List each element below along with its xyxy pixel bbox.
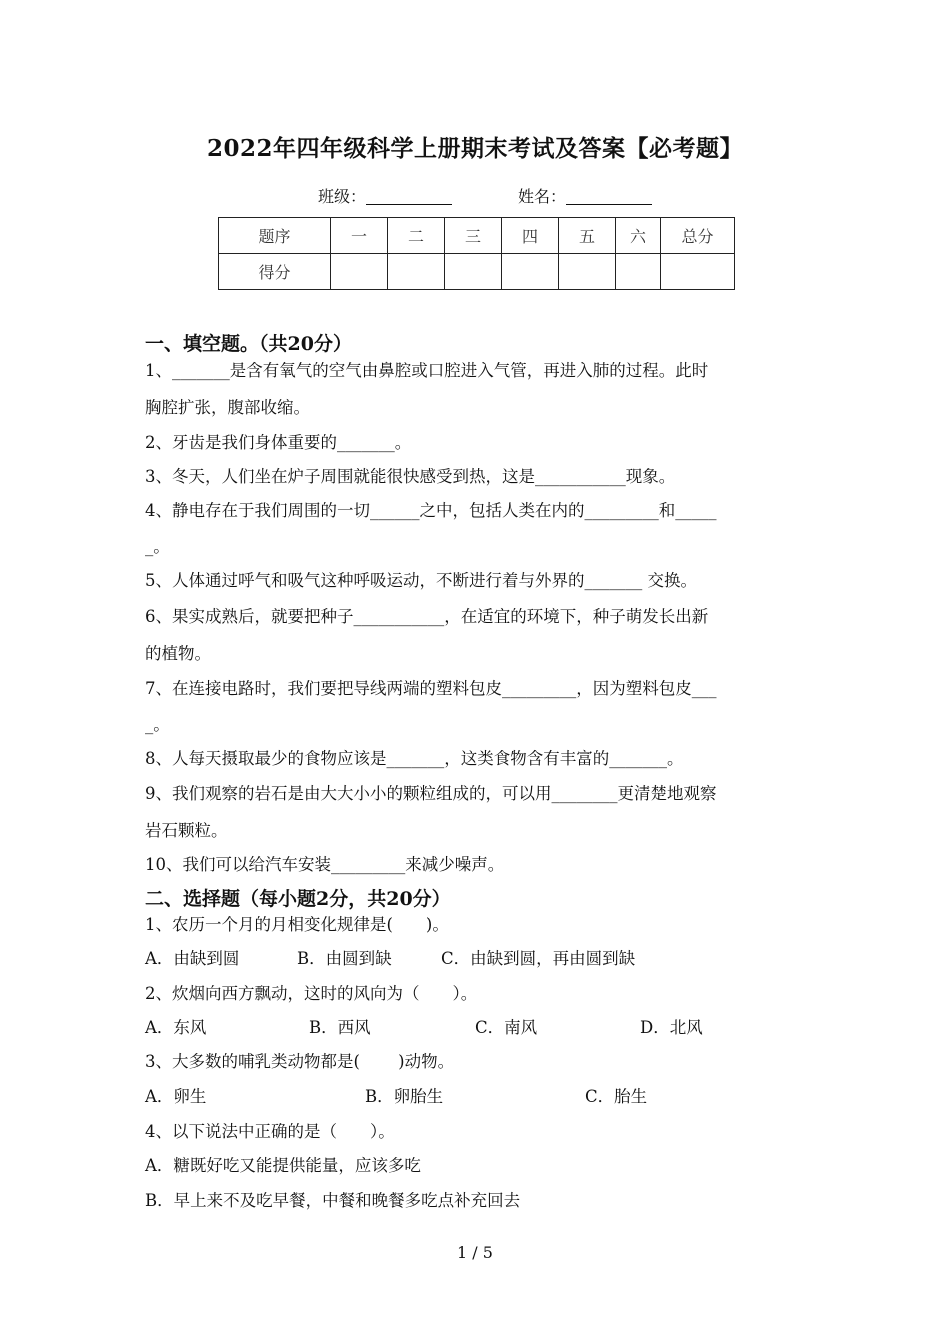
fill-line: 岩石颗粒。 <box>145 821 228 840</box>
name-field <box>518 184 652 207</box>
page-title: 2022年四年级科学上册期末考试及答案【必考题】 <box>206 135 743 162</box>
score-table <box>218 217 735 290</box>
question-4-option-a: A．糖既好吃又能提供能量，应该多吃 <box>145 1156 421 1175</box>
option-a: A．由缺到圆 <box>145 949 240 968</box>
page-number: 1 / 5 <box>457 1243 493 1262</box>
score-cell <box>559 254 616 290</box>
score-cell <box>661 254 735 290</box>
fill-line: 4、静电存在于我们周围的一切______之中，包括人类在内的_________和_____ <box>145 501 717 520</box>
option-a: A．卵生 <box>145 1087 207 1106</box>
question-3-stem: 3、大多数的哺乳类动物都是( )动物。 <box>145 1052 455 1071</box>
fill-line: 2、牙齿是我们身体重要的_______。 <box>145 433 412 452</box>
option-d: D．北风 <box>640 1018 703 1037</box>
option-b: B．西风 <box>309 1018 371 1037</box>
fill-line: 6、果实成熟后，就要把种子___________，在适宜的环境下，种子萌发长出新 <box>145 607 709 626</box>
score-cell <box>445 254 502 290</box>
score-cell <box>331 254 388 290</box>
option-b: B．卵胎生 <box>365 1087 444 1106</box>
fill-line: 10、我们可以给汽车安装_________来减少噪声。 <box>145 855 505 874</box>
section-2-heading: 二、选择题（每小题2分，共20分） <box>145 888 451 910</box>
option-c: C．胎生 <box>585 1087 648 1106</box>
header-cell-1: 一 <box>331 218 388 254</box>
fill-line: 1、_______是含有氧气的空气由鼻腔或口腔进入气管，再进入肺的过程。此时 <box>145 361 709 380</box>
header-cell-order: 题序 <box>219 218 331 254</box>
class-blank <box>366 188 452 205</box>
fill-line: _。 <box>145 715 170 734</box>
fill-line: 胸腔扩张，腹部收缩。 <box>145 398 310 417</box>
question-4-option-b: B．早上来不及吃早餐，中餐和晚餐多吃点补充回去 <box>145 1191 521 1210</box>
name-label: 姓名： <box>518 187 567 206</box>
header-cell-3: 三 <box>445 218 502 254</box>
fill-line: 7、在连接电路时，我们要把导线两端的塑料包皮_________，因为塑料包皮___ <box>145 679 717 698</box>
section-1-heading: 一、填空题。（共20分） <box>145 333 352 355</box>
option-a: A．东风 <box>145 1018 207 1037</box>
fill-line: 的植物。 <box>145 644 211 663</box>
header-cell-4: 四 <box>502 218 559 254</box>
header-cell-2: 二 <box>388 218 445 254</box>
score-table-score-row <box>219 254 735 290</box>
name-blank <box>566 188 652 205</box>
score-table-header-row <box>219 218 735 254</box>
question-4-stem: 4、以下说法中正确的是（ ）。 <box>145 1122 395 1141</box>
question-1-stem: 1、农历一个月的月相变化规律是( )。 <box>145 915 449 934</box>
fill-line: 8、人每天摄取最少的食物应该是_______，这类食物含有丰富的_______。 <box>145 749 684 768</box>
score-cell <box>388 254 445 290</box>
header-cell-total: 总分 <box>661 218 735 254</box>
option-c: C．南风 <box>475 1018 538 1037</box>
option-c: C．由缺到圆，再由圆到缺 <box>441 949 636 968</box>
score-row-label: 得分 <box>219 254 331 290</box>
option-b: B．由圆到缺 <box>297 949 392 968</box>
header-cell-5: 五 <box>559 218 616 254</box>
class-label: 班级： <box>318 187 367 206</box>
fill-line: 5、人体通过呼气和吸气这种呼吸运动，不断进行着与外界的_______ 交换。 <box>145 571 697 590</box>
score-cell <box>616 254 661 290</box>
score-cell <box>502 254 559 290</box>
class-field <box>318 184 452 207</box>
fill-line: _。 <box>145 537 170 556</box>
fill-line: 9、我们观察的岩石是由大大小小的颗粒组成的，可以用________更清楚地观察 <box>145 784 717 803</box>
question-2-stem: 2、炊烟向西方飘动，这时的风向为（ ）。 <box>145 984 478 1003</box>
header-cell-6: 六 <box>616 218 661 254</box>
fill-line: 3、冬天，人们坐在炉子周围就能很快感受到热，这是___________现象。 <box>145 467 676 486</box>
